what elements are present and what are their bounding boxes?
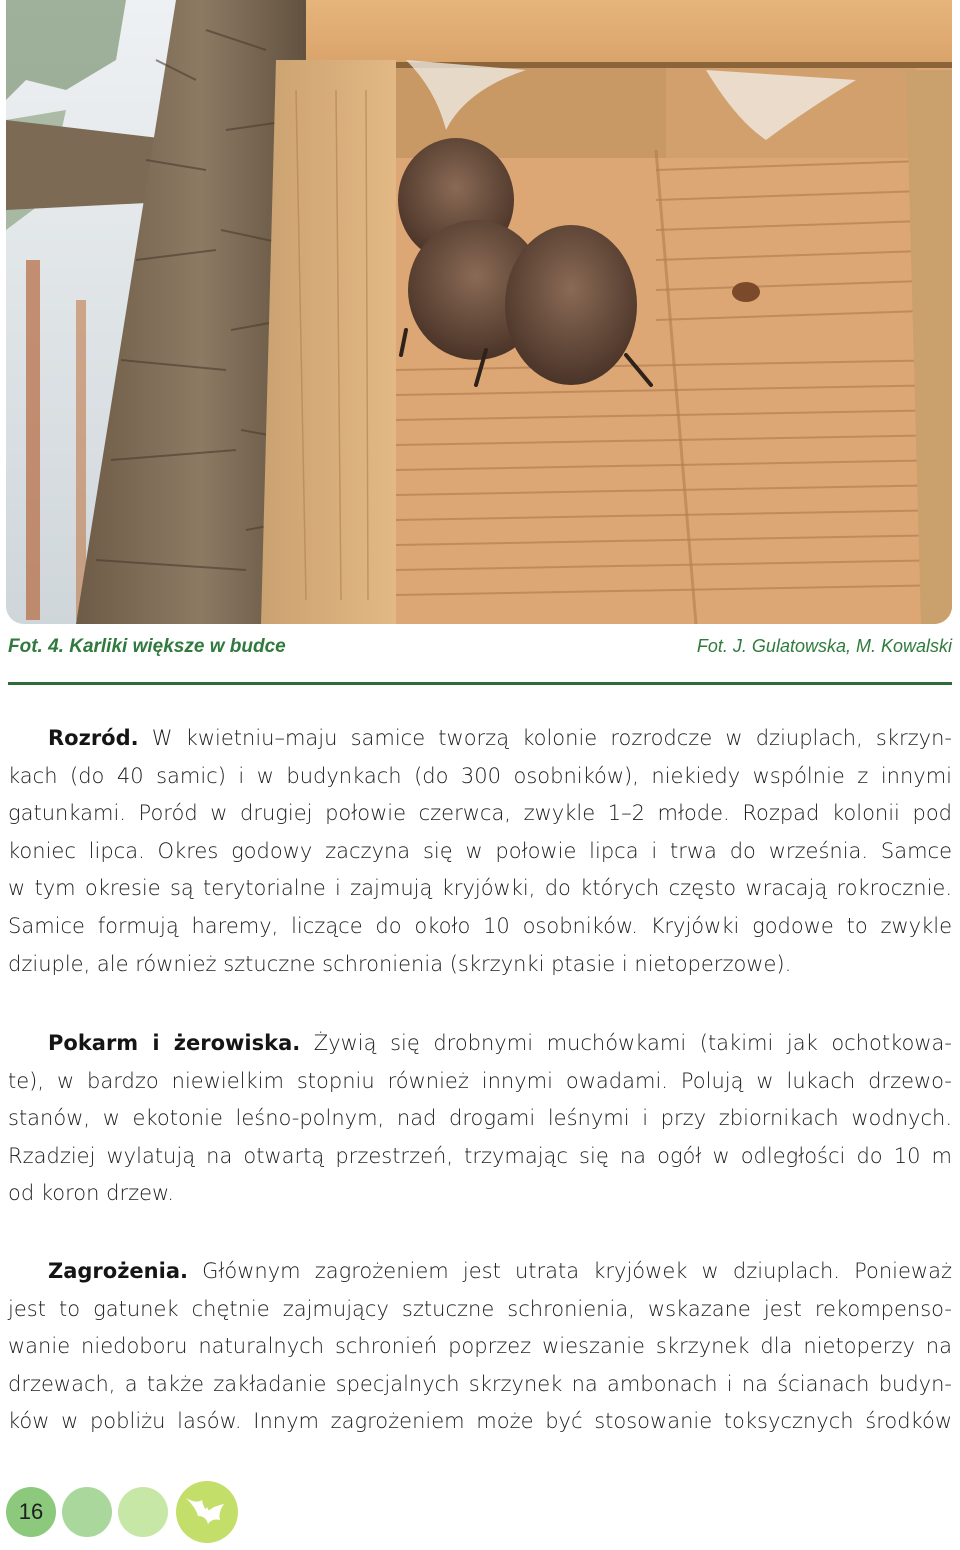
paragraph-line: kach (do 40 samic) i w budynkach (do 300 osobników), niekiedy wspólnie z innymi	[8, 763, 952, 788]
decorative-circle	[118, 1487, 168, 1537]
paragraph-heading: Zagrożenia.	[48, 1259, 188, 1283]
paragraph-line: Rzadziej wylatują na otwartą przestrzeń, trzymając się na ogół w odległości do 10 m	[8, 1143, 952, 1168]
page-footer	[6, 1478, 246, 1546]
caption-credit: Fot. J. Gulatowska, M. Kowalski	[696, 636, 952, 656]
paragraph-line: od koron drzew.	[8, 1181, 174, 1206]
paragraph-line: Pokarm i żerowiska. Żywią się drobnymi muchówkami (takimi jak ochotkowa-	[48, 1031, 952, 1055]
paragraph-heading: Pokarm i żerowiska.	[48, 1031, 301, 1055]
paragraph-line: ków w pobliżu lasów. Innym zagrożeniem może być stosowanie toksycznych środków	[8, 1409, 952, 1434]
caption-divider	[8, 682, 952, 685]
paragraph-line: gatunkami. Poród w drugiej połowie czerwca, zwykle 1–2 młode. Rozpad kolonii pod	[8, 801, 952, 826]
photo-caption	[8, 636, 952, 662]
decorative-circle	[62, 1487, 112, 1537]
caption-title: Fot. 4. Karliki większe w budce	[8, 636, 286, 657]
paragraph-heading: Rozród.	[48, 726, 139, 750]
paragraph-line: Samice formują haremy, liczące do około 10 osobników. Kryjówki godowe to zwykle	[8, 913, 952, 938]
bat-box-photo	[6, 0, 952, 624]
paragraph-line: drzewach, a także zakładanie specjalnych skrzynek na ambonach i na ścianach budyn-	[8, 1371, 952, 1396]
paragraph-line: Zagrożenia. Głównym zagrożeniem jest utrata kryjówek w dziuplach. Ponieważ	[48, 1259, 952, 1283]
paragraph-line: wanie niedoboru naturalnych schronień poprzez wieszanie skrzynek dla nietoperzy na	[8, 1334, 952, 1359]
paragraph-line: w tym okresie są terytorialne i zajmują kryjówki, do których często wracają rokrocznie.	[8, 876, 952, 901]
photo-illustration	[6, 0, 952, 624]
paragraph-line: Rozród. W kwietniu–maju samice tworzą kolonie rozrodcze w dziuplach, skrzyn-	[48, 726, 952, 750]
bat-silhouette-icon	[172, 1478, 242, 1546]
paragraph-line: koniec lipca. Okres godowy zaczyna się w połowie lipca i trwa do września. Samce	[8, 838, 952, 863]
paragraph-line: jest to gatunek chętnie zajmujący sztuczne schronienia, wskazane jest rekompenso-	[8, 1296, 952, 1321]
page-number: 16	[6, 1487, 56, 1537]
paragraph-threats	[8, 1253, 952, 1441]
paragraph-food	[8, 1025, 952, 1213]
paragraph-line: te), w bardzo niewielkim stopniu również innymi owadami. Polują w lukach drzewo-	[8, 1068, 952, 1093]
paragraph-line: dziuple, ale również sztuczne schronienia (skrzynki ptasie i nietoperzowe).	[8, 951, 792, 976]
paragraph-reproduction	[8, 720, 952, 983]
paragraph-line: stanów, w ekotonie leśno-polnym, nad drogami leśnymi i przy zbiornikach wodnych.	[8, 1106, 952, 1131]
